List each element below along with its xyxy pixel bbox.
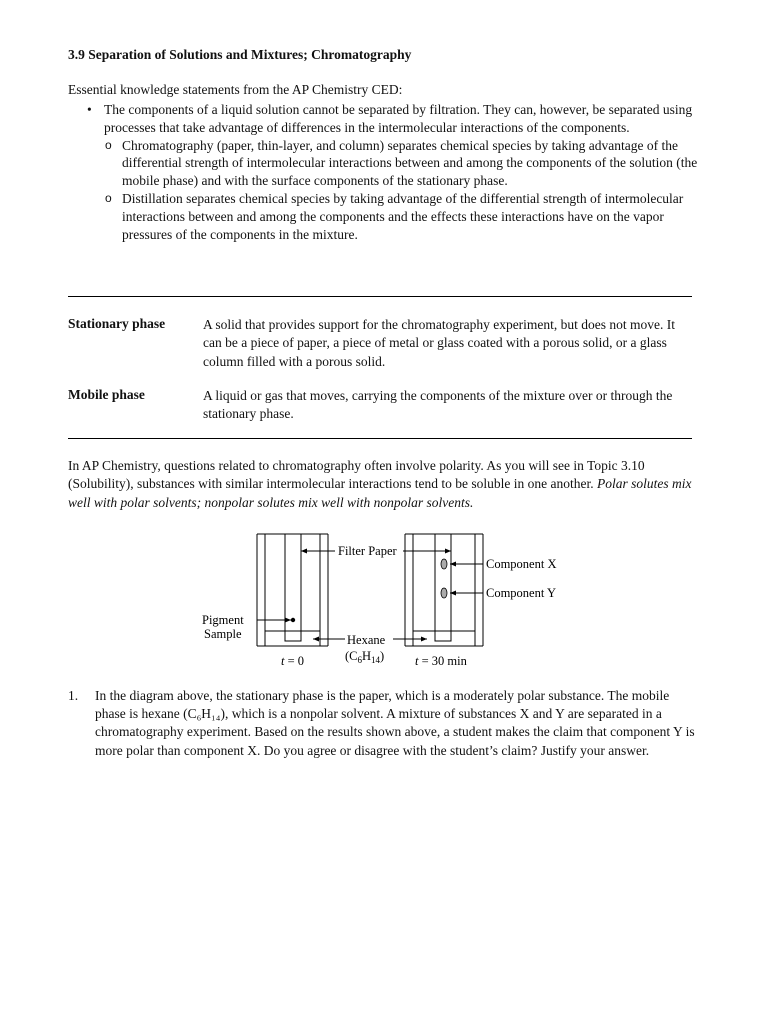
question-text: In the diagram above, the stationary phase is the paper, which is a moderately polar substance. The mobile phase is hexane (C₆H₁₄), which is a nonpolar solvent. A mixture of substances X and Y are separated in a chromatography experiment. Based on the results shown above, a student makes the claim that component Y is more polar than component X. Do you agree or disagree with the student’s claim? Justify your answer.	[95, 688, 695, 758]
bullet-text: The components of a liquid solution cannot be separated by filtration. They can, however, be separated using processes that take advantage of differences in the intermolecular interactions of the components.	[104, 102, 693, 135]
question-1	[68, 687, 698, 760]
sub-bullet-text: Distillation separates chemical species by taking advantage of the differential strength of intermolecular interactions between and among the components and the effects these interactions have on the vapor pressures of the components in the mixture.	[122, 190, 684, 242]
formula-part: H	[362, 649, 372, 663]
sub-bullet-item	[68, 137, 698, 190]
sub-bullet-marker: o	[105, 137, 112, 152]
paragraph-italic-text: Polar solutes mix well with polar solvents; nonpolar solutes mix well with nonpolar solvents.	[68, 476, 692, 510]
chromatography-diagram	[195, 528, 575, 673]
component-x-spot	[441, 559, 447, 569]
sub-bullet-text: Chromatography (paper, thin-layer, and column) separates chemical species by taking advantage of the differential strength of intermolecular interactions between and among the components of the solution (the mobile phase) and with the surface components of the stationary phase.	[122, 137, 698, 189]
pigment-dot	[291, 618, 295, 622]
arrowhead	[445, 549, 451, 554]
arrowhead	[421, 637, 427, 642]
bullet-item	[68, 101, 698, 137]
knowledge-statements	[68, 101, 698, 243]
pigment-label: Pigment	[202, 613, 244, 627]
component-y-label: Component Y	[486, 586, 557, 600]
formula-part: )	[380, 649, 385, 663]
time-left-label	[281, 654, 304, 668]
filter-paper-label: Filter Paper	[338, 544, 397, 558]
intro-text: Essential knowledge statements from the AP Chemistry CED:	[68, 82, 403, 97]
time-variable: t	[281, 654, 285, 668]
formula-subscript: 14	[371, 655, 381, 665]
time-right-label	[415, 654, 468, 668]
formula-part: (C	[345, 649, 358, 663]
polarity-paragraph	[68, 457, 696, 512]
definition-text: A liquid or gas that moves, carrying the components of the mixture over or through the stationary phase.	[203, 388, 673, 422]
sub-bullet-marker: o	[105, 190, 112, 205]
divider-top	[68, 296, 692, 297]
component-x-label: Component X	[486, 557, 557, 571]
definition-term: Mobile phase	[68, 387, 145, 402]
time-variable: t	[415, 654, 419, 668]
hexane-formula	[345, 649, 384, 665]
question-number: 1.	[68, 688, 79, 703]
arrowhead	[301, 549, 307, 554]
paragraph-text: In AP Chemistry, questions related to chromatography often involve polarity. As you will see in Topic 3.10 (Solubility), substances with similar intermolecular interactions tend to be soluble in one another.	[68, 458, 645, 492]
formula-subscript: 6	[357, 655, 362, 665]
divider-bottom	[68, 438, 692, 439]
section-heading: 3.9 Separation of Solutions and Mixtures; Chromatography	[68, 47, 412, 62]
arrowhead	[313, 637, 319, 642]
hexane-label: Hexane	[347, 633, 386, 647]
filter-paper-strip	[285, 534, 301, 641]
time-value: = 0	[284, 654, 305, 668]
definition-term: Stationary phase	[68, 316, 166, 331]
component-y-spot	[441, 588, 447, 598]
sample-label: Sample	[204, 627, 242, 641]
sub-bullet-item	[68, 190, 698, 243]
definition-text: A solid that provides support for the chromatography experiment, but does not move. It can be a piece of paper, a piece of metal or glass coated with a porous solid, or a glass column filled with a porous solid.	[203, 317, 676, 369]
arrowhead	[285, 618, 291, 623]
bullet-marker: •	[87, 102, 92, 117]
time-value: = 30 min	[418, 654, 467, 668]
